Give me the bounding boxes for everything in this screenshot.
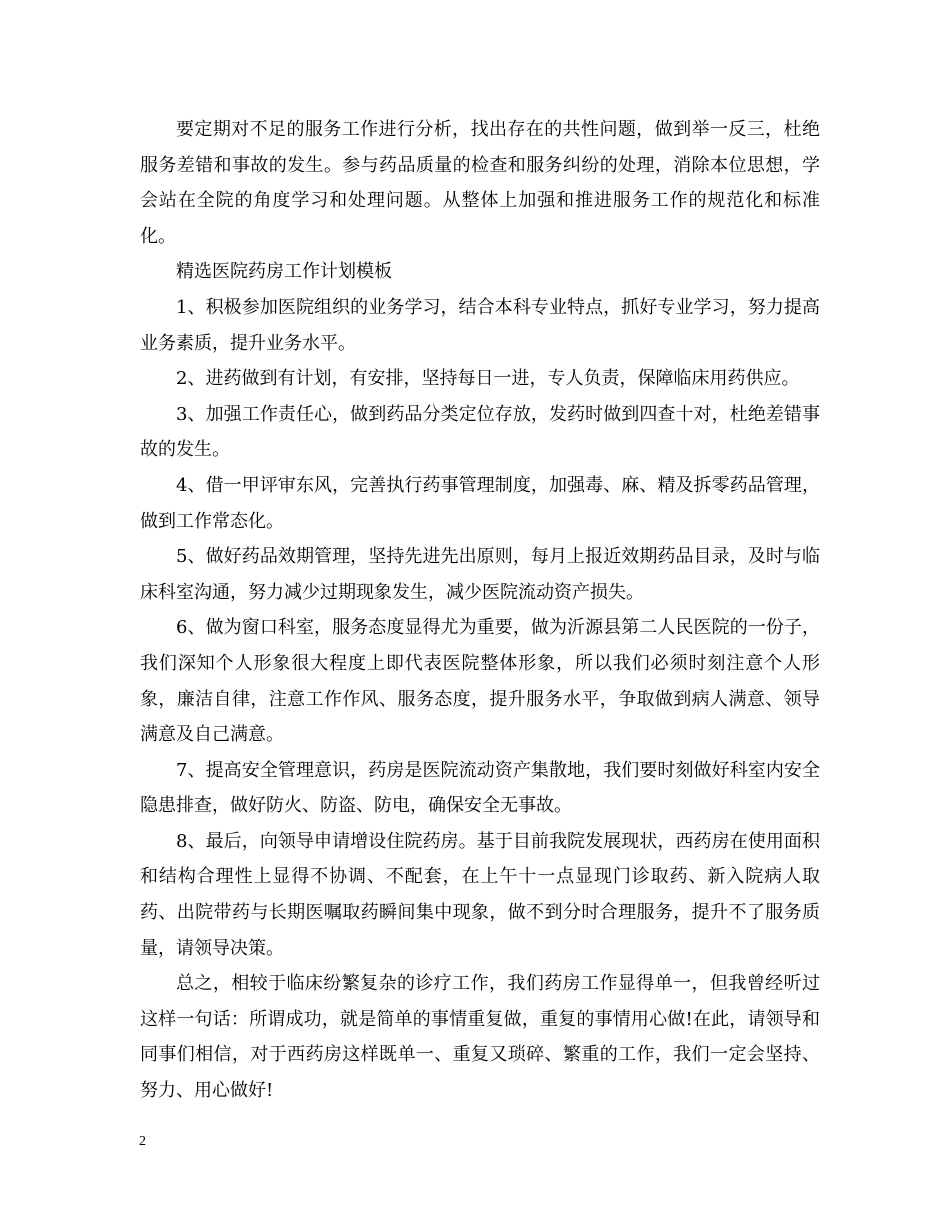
page-number: 2 xyxy=(139,1134,146,1149)
list-item-2: 2、进药做到有计划，有安排，坚持每日一进，专人负责，保障临床用药供应。 xyxy=(176,368,800,390)
list-item-7: 7、提高安全管理意识，药房是医院流动资产集散地，我们要时刻做好科室内安全隐患排查，做好防火、防盗、防电，确保安全无事故。 xyxy=(140,759,820,817)
paragraph-conclusion: 总之，相较于临床纷繁复杂的诊疗工作，我们药房工作显得单一，但我曾经听过这样一句话：所谓成功，就是简单的事情重复做，重复的事情用心做!在此，请领导和同事们相信，对于西药房这样既单一、重复又琐碎、繁重的工作，我们一定会坚持、努力、用心做好! xyxy=(140,973,820,1102)
list-item-4: 4、借一甲评审东风，完善执行药事管理制度，加强毒、麻、精及拆零药品管理，做到工作常态化。 xyxy=(140,474,820,532)
list-item-8: 8、最后，向领导申请增设住院药房。基于目前我院发展现状，西药房在使用面积和结构合理性上显得不协调、不配套，在上午十一点显现门诊取药、新入院病人取药、出院带药与长期医嘱取药瞬间集中现象，做不到分时合理服务，提升不了服务质量，请领导决策。 xyxy=(140,830,820,959)
paragraph-service-analysis: 要定期对不足的服务工作进行分析，找出存在的共性问题，做到举一反三，杜绝服务差错和事故的发生。参与药品质量的检查和服务纠纷的处理，消除本位思想，学会站在全院的角度学习和处理问题。从整体上加强和推进服务工作的规范化和标准化。 xyxy=(140,119,820,247)
section-heading: 精选医院药房工作计划模板 xyxy=(176,261,392,283)
list-item-5: 5、做好药品效期管理，坚持先进先出原则，每月上报近效期药品目录，及时与临床科室沟通，努力减少过期现象发生，减少医院流动资产损失。 xyxy=(140,546,820,603)
list-item-6: 6、做为窗口科室，服务态度显得尤为重要，做为沂源县第二人民医院的一份子，我们深知个人形象很大程度上即代表医院整体形象，所以我们必须时刻注意个人形象，廉洁自律，注意工作作风、服务态度，提升服务水平，争取做到病人满意、领导满意及自己满意。 xyxy=(140,617,820,746)
document-body xyxy=(140,112,820,1109)
list-item-1: 1、积极参加医院组织的业务学习，结合本科专业特点，抓好专业学习，努力提高业务素质，提升业务水平。 xyxy=(140,296,820,354)
list-item-3: 3、加强工作责任心，做到药品分类定位存放，发药时做到四查十对，杜绝差错事故的发生。 xyxy=(140,403,820,461)
